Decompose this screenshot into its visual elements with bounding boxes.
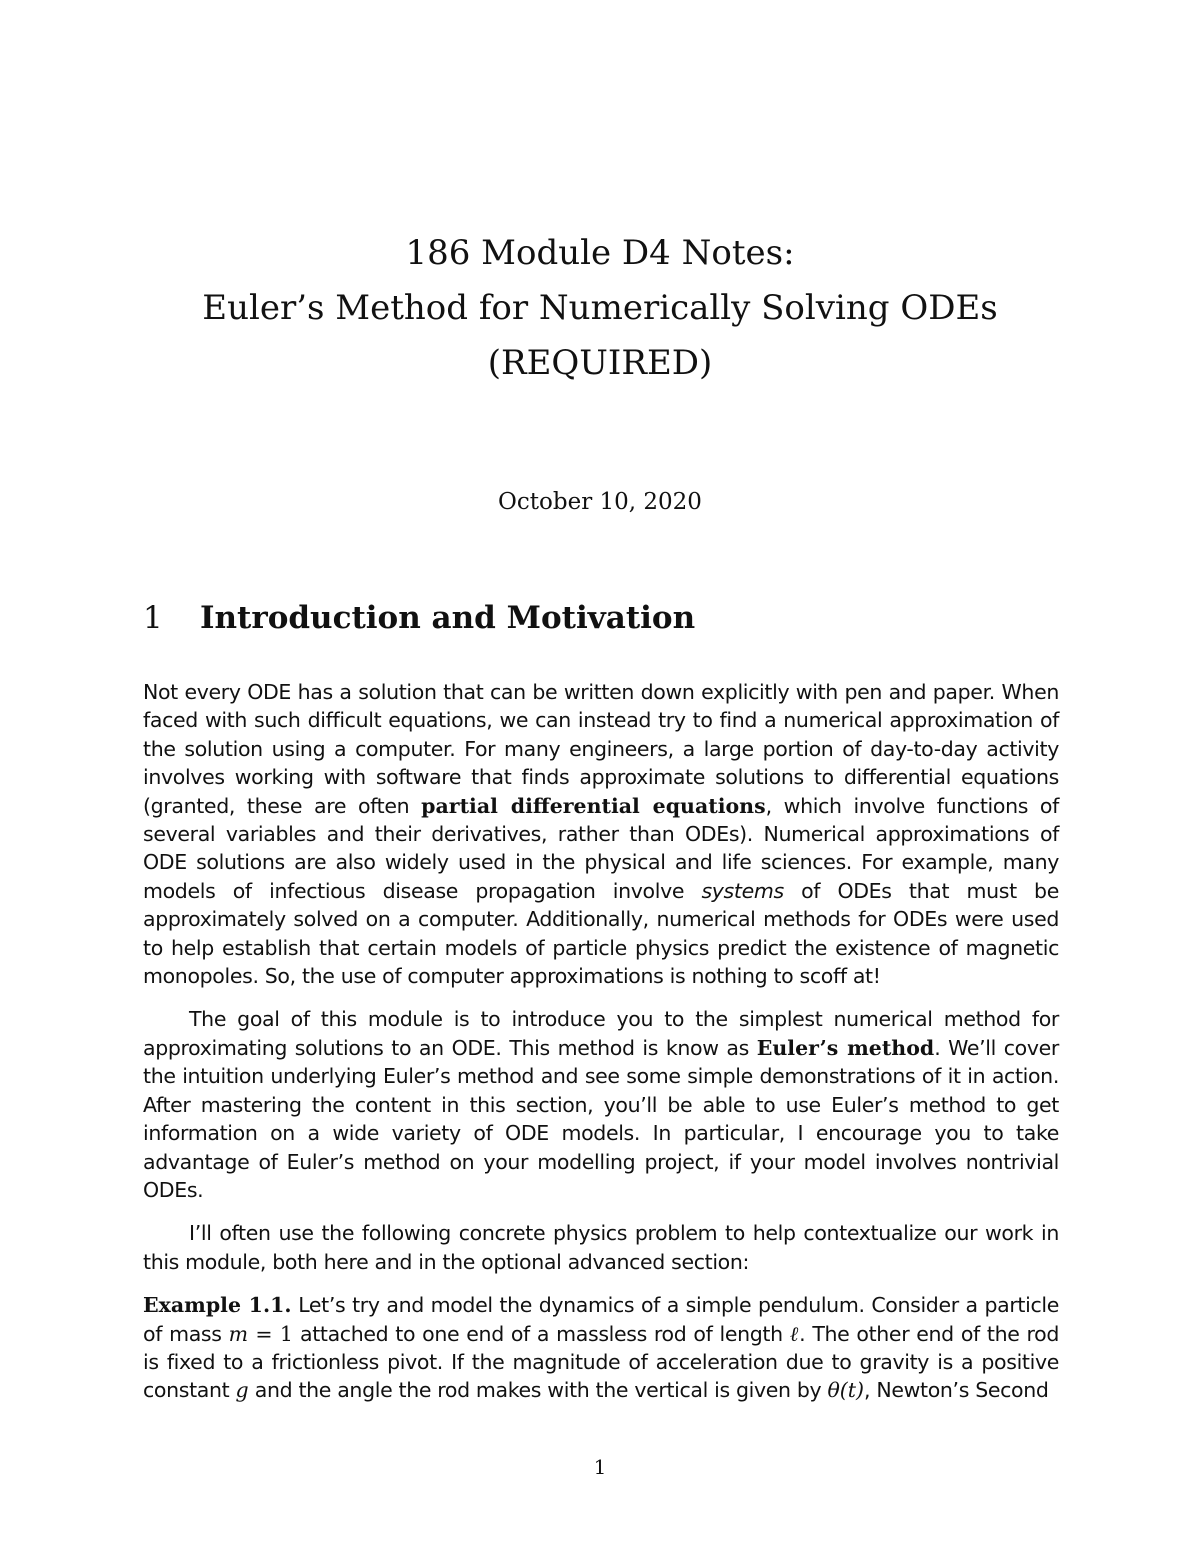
paragraph-intro <box>143 678 1059 990</box>
math-expression: = 1 <box>248 1321 293 1346</box>
emphasis-italic: systems <box>701 878 784 903</box>
math-symbol: m <box>228 1321 249 1346</box>
paragraph-text: , which involve functions of several variables and their derivatives, rather than ODEs). Numerical approximations of ODE solutions are also widely used in the physical and life sciences. For example, many models of infectious disease propagation involve <box>143 793 1059 903</box>
paragraph-text: of ODEs that must be approximately solved on a computer. Additionally, numerical methods for ODEs were used to help establish that certain models of particle physics predict the existence of magnetic monopoles. So, the use of computer approximations is nothing to scoff at! <box>143 878 1059 989</box>
paragraph-text: The goal of this module is to introduce you to the simplest numerical method for approximating solutions to an ODE. This method is know as <box>143 1007 1059 1060</box>
math-symbol: g <box>235 1378 249 1403</box>
paragraph-context: I’ll often use the following concrete physics problem to help contextualize our work in this module, both here and in the optional advanced section: <box>143 1221 1059 1274</box>
paragraph-text: , Newton’s Second <box>864 1378 1049 1403</box>
body-text <box>143 678 1059 1405</box>
paragraph-text: Let’s try and model the dynamics of a simple pendulum. Consider a particle of mass <box>143 1293 1059 1346</box>
section-title: Introduction and Motivation <box>200 600 696 636</box>
math-symbol: θ(t) <box>827 1378 865 1403</box>
section-heading <box>143 600 695 636</box>
title-line-1: 186 Module D4 Notes: <box>405 233 795 273</box>
document-title <box>0 226 1200 391</box>
emphasis-term: partial differential equations <box>421 793 766 818</box>
paragraph-text: Not every ODE has a solution that can be written down explicitly with pen and paper. When faced with such difficult equations, we can instead try to find a numerical approximation of the solution using a computer. For many engineers, a large portion of day-to-day activity involves working with software that finds approximate solutions to differential equations (granted, these are often <box>143 680 1059 818</box>
page-number: 1 <box>593 1455 607 1479</box>
paragraph-text: . We’ll cover the intuition underlying Euler’s method and see some simple demonstrations of it in action. After mastering the content in this section, you’ll be able to use Euler’s method to get information on a wide variety of ODE models. In particular, I encourage you to take advantage of Euler’s method on your modelling project, if your model involves nontrivial ODEs. <box>143 1035 1059 1202</box>
example-label: Example 1.1. <box>143 1293 292 1318</box>
section-number: 1 <box>143 600 163 636</box>
example-paragraph <box>143 1291 1059 1405</box>
math-symbol: ℓ <box>789 1321 800 1346</box>
document-date: October 10, 2020 <box>498 489 702 515</box>
paragraph-text: . The other end of the rod is fixed to a frictionless pivot. If the magnitude of acceleration due to gravity is a positive constant <box>143 1321 1060 1403</box>
title-line-2: Euler’s Method for Numerically Solving ODEs <box>202 288 998 328</box>
paragraph-text: and the angle the rod makes with the vertical is given by <box>248 1378 828 1403</box>
emphasis-term: Euler’s method <box>756 1035 935 1060</box>
title-line-3: (REQUIRED) <box>487 343 713 383</box>
paragraph-goal <box>143 1005 1059 1204</box>
paragraph-text: attached to one end of a massless rod of length <box>292 1321 790 1346</box>
